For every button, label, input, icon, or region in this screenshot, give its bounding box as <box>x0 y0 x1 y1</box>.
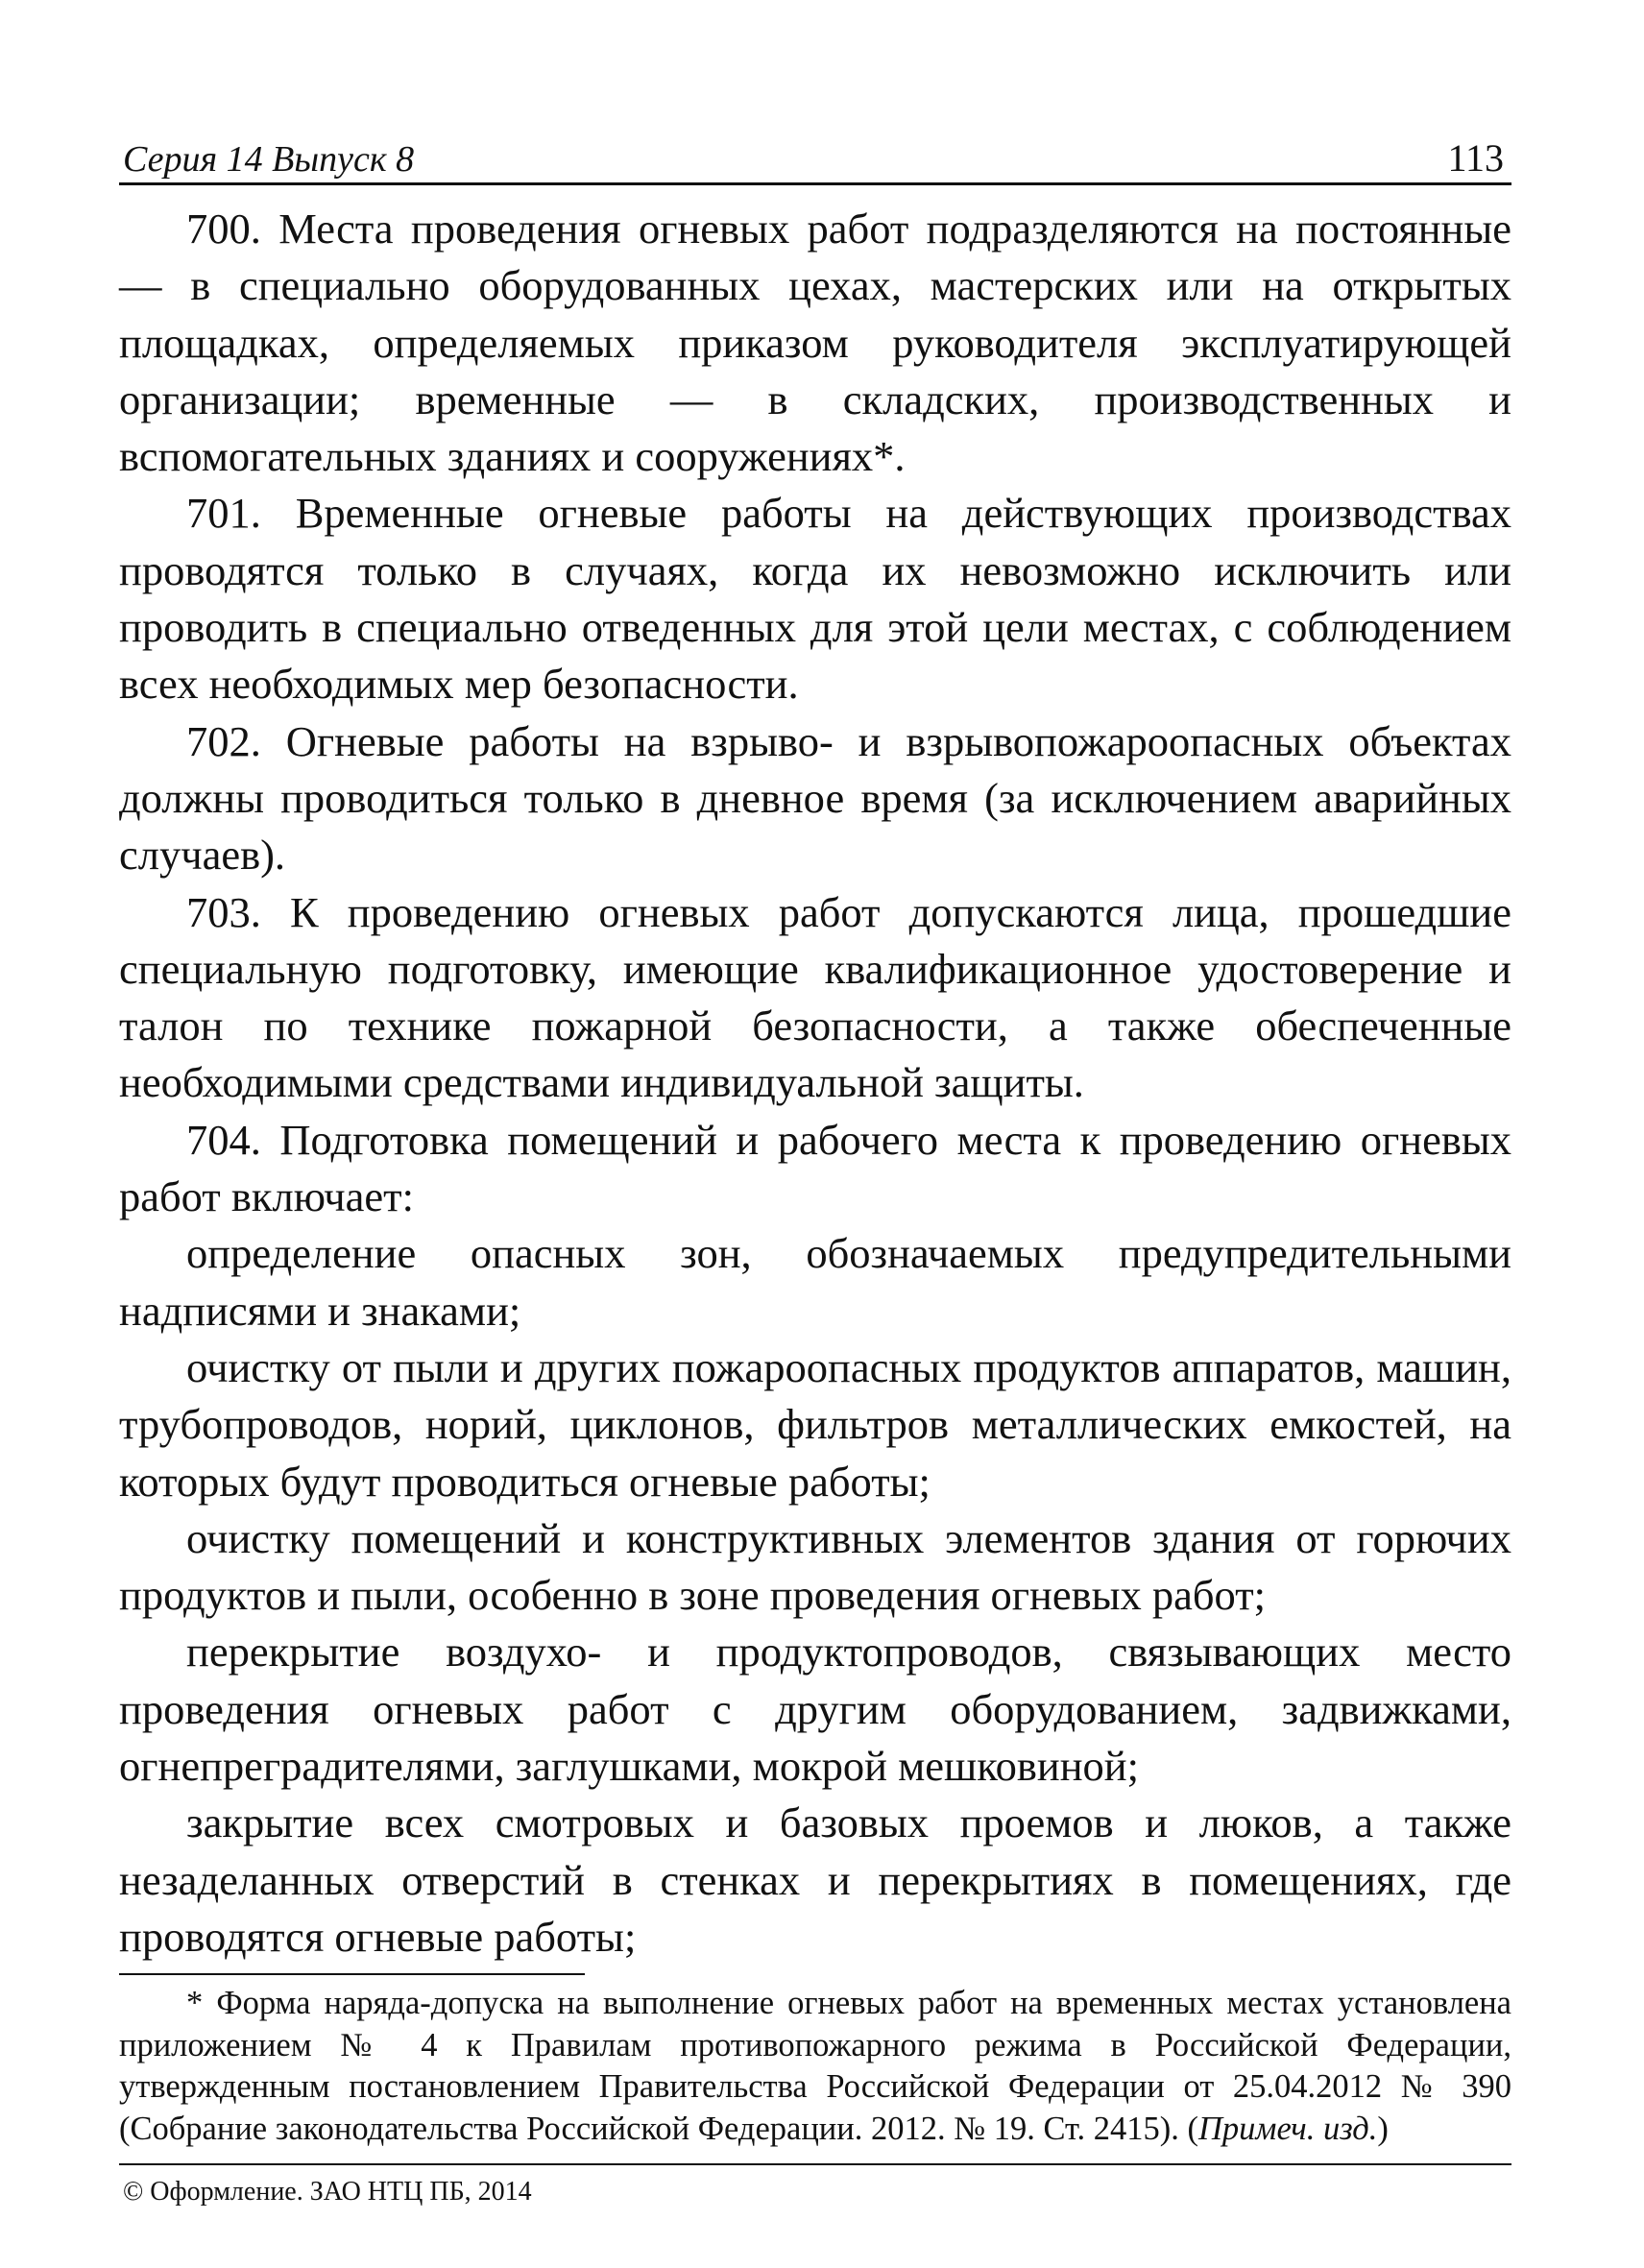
list-item: очистку от пыли и других пожароопасных продуктов аппаратов, машин, трубопроводов, норий, циклонов, фильтров металлических емкостей, на которых будут проводиться огневые работы; <box>119 1342 1511 1506</box>
footnote-text: * Форма наряда-допуска на выполнение огневых работ на временных местах установлена приложением № 4 к Правилам противопожарного режима в Российской Федерации, утвержденным постановлением Правительства Российской Федерации от 25.04.2012 № 390 (Собрание законодательства Российской Федерации. 2012. № 19. Ст. 2415). ( <box>119 1985 1511 2147</box>
list-item: очистку помещений и конструктивных элементов здания от горючих продуктов и пыли, особенно в зоне проведения огневых работ; <box>119 1513 1511 1620</box>
copyright-line: © Оформление. ЗАО НТЦ ПБ, 2014 <box>119 2163 1511 2208</box>
paragraph-703: 703. К проведению огневых работ допускаются лица, прошедшие специальную подготовку, имеющие квалификационное удостоверение и талон по технике пожарной безопасности, а также обеспеченные необходимыми средствами индивидуальной защиты. <box>119 887 1511 1107</box>
paragraph-704: 704. Подготовка помещений и рабочего места к проведению огневых работ включает: <box>119 1115 1511 1221</box>
footnote-divider <box>119 1973 585 1975</box>
paragraph-701: 701. Временные огневые работы на действующих производствах проводятся только в случаях, когда их невозможно исключить или проводить в специально отведенных для этой цели местах, с соблюдением всех необходимых мер безопасности. <box>119 489 1511 709</box>
paragraph-702: 702. Огневые работы на взрыво- и взрывопожароопасных объектах должны проводиться только в дневное время (за исключением аварийных случаев). <box>119 716 1511 880</box>
editor-note: Примеч. изд. <box>1198 2110 1378 2147</box>
footnote-close: ) <box>1377 2110 1389 2147</box>
series-title: Серия 14 Выпуск 8 <box>123 139 415 180</box>
page-number: 113 <box>1447 136 1504 180</box>
main-text <box>119 201 1511 1966</box>
list-item: закрытие всех смотровых и базовых проемов и люков, а также незаделанных отверстий в стенках и перекрытиях в помещениях, где проводятся огневые работы; <box>119 1798 1511 1961</box>
document-page <box>119 125 1511 2208</box>
paragraph-700: 700. Места проведения огневых работ подразделяются на постоянные — в специально оборудованных цехах, мастерских или на открытых площадках, определяемых приказом руководителя эксплуатирующей организации; временные — в складских, производственных и вспомогательных зданиях и сооружениях*. <box>119 205 1511 481</box>
footnote <box>119 1983 1511 2150</box>
list-item: перекрытие воздухо- и продуктопроводов, связывающих место проведения огневых работ с другим оборудованием, задвижками, огнепреградителями, заглушками, мокрой мешковиной; <box>119 1628 1511 1791</box>
running-header <box>119 125 1511 185</box>
list-item: определение опасных зон, обозначаемых предупредительными надписями и знаками; <box>119 1229 1511 1335</box>
